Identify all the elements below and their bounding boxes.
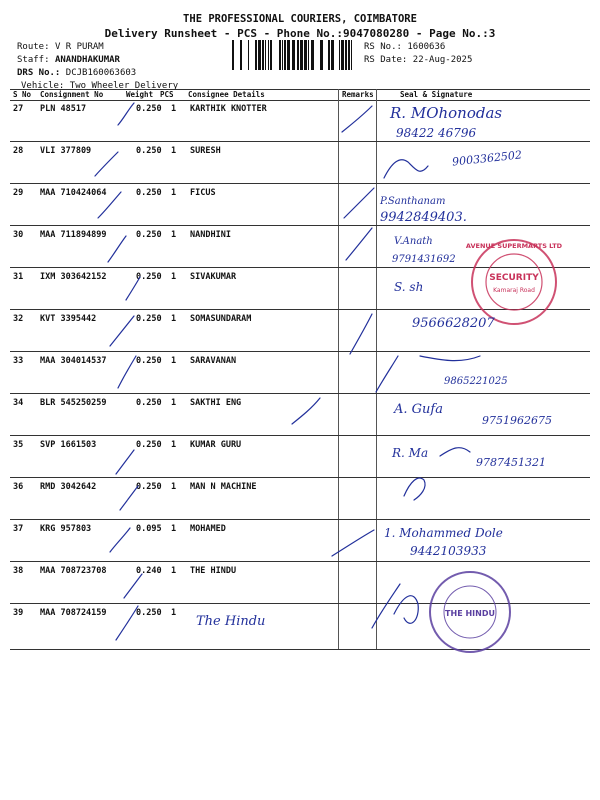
- row-pcs: 1: [171, 566, 177, 576]
- col-seal-header: Seal & Signature: [400, 90, 473, 99]
- row-pcs: 1: [171, 524, 177, 534]
- company-title: THE PROFESSIONAL COURIERS, COIMBATORE: [183, 13, 417, 25]
- rs-no-line: RS No.: 1600636: [364, 42, 446, 52]
- col-consignee-header: Consignee Details: [188, 90, 265, 99]
- staff-value: ANANDHAKUMAR: [54, 55, 120, 65]
- tick-mark: [95, 152, 118, 176]
- row-consignment: MAA 710424064: [40, 188, 107, 198]
- row-weight: 0.250: [136, 314, 162, 324]
- signature-scribble: [384, 160, 428, 178]
- tick-mark: [118, 103, 134, 125]
- row-sno: 27: [13, 104, 24, 114]
- row-consignee: SARAVANAN: [190, 356, 237, 366]
- col-consignment-header: Consignment No: [40, 90, 104, 99]
- row-sno: 36: [13, 482, 24, 492]
- row-weight: 0.250: [136, 356, 162, 366]
- stamp-security-text: SECURITY: [489, 273, 539, 283]
- row-consignment: KRG 957803: [40, 524, 92, 534]
- row-weight: 0.240: [136, 566, 162, 576]
- sig-r37-phone: 9442103933: [410, 544, 487, 558]
- row-consignment: SVP 1661503: [40, 440, 97, 450]
- security-stamp: [466, 240, 563, 324]
- stamp-hindu-text: THE HINDU: [445, 609, 495, 618]
- row-weight: 0.250: [136, 608, 162, 618]
- rs-date-line: RS Date: 22-Aug-2025: [364, 55, 473, 65]
- row-weight: 0.250: [136, 398, 162, 408]
- row-pcs: 1: [171, 608, 177, 618]
- row-consignment: RMD 3042642: [40, 482, 97, 492]
- row-pcs: 1: [171, 482, 177, 492]
- sig-r31-name: S. sh: [394, 280, 424, 294]
- row-consignee: SOMASUNDARAM: [190, 314, 252, 324]
- row-pcs: 1: [171, 146, 177, 156]
- row-pcs: 1: [171, 314, 177, 324]
- tick-mark: [110, 316, 134, 346]
- row-consignee: SURESH: [190, 146, 221, 156]
- stamp-ring-text: AVENUE SUPERMARTS LTD: [465, 242, 563, 250]
- drs-line: DRS No.: DCJB160063603: [17, 68, 137, 78]
- tick-mark: [116, 450, 134, 474]
- row-consignment: MAA 711894899: [40, 230, 107, 240]
- drs-value: DCJB160063603: [65, 68, 137, 78]
- tick-mark: [292, 398, 320, 424]
- row-consignee: NANDHINI: [190, 230, 231, 240]
- tick-mark: [124, 574, 142, 598]
- row-pcs: 1: [171, 230, 177, 240]
- row-weight: 0.250: [136, 188, 162, 198]
- row-pcs: 1: [171, 104, 177, 114]
- row-pcs: 1: [171, 188, 177, 198]
- row-weight: 0.250: [136, 440, 162, 450]
- remark-stroke: [332, 530, 374, 556]
- col-pcs-header: PCS: [160, 90, 174, 99]
- col-weight-header: Weight: [126, 90, 154, 99]
- remark-stroke: [372, 584, 400, 628]
- row-sno: 30: [13, 230, 24, 240]
- row-weight: 0.250: [136, 482, 162, 492]
- sig-r27-phone: 98422 46796: [396, 126, 477, 140]
- rs-date-value: 22-Aug-2025: [412, 55, 473, 65]
- remark-stroke: [376, 356, 398, 392]
- stamp-sub-text: Kamaraj Road: [493, 287, 535, 294]
- col-sno-header: S No: [13, 90, 32, 99]
- row-sno: 33: [13, 356, 24, 366]
- row-consignee: MOHAMED: [190, 524, 226, 534]
- tick-mark: [116, 606, 138, 640]
- runsheet-title: Delivery Runsheet - PCS - Phone No.:9047080280 - Page No.:3: [104, 27, 496, 40]
- sig-r30-name: V.Anath: [394, 236, 433, 247]
- sig-r27-name: R. MOhonodas: [390, 104, 503, 122]
- sig-r34-phone: 9751962675: [482, 414, 552, 427]
- row-pcs: 1: [171, 272, 177, 282]
- row-consignment: MAA 304014537: [40, 356, 107, 366]
- row-pcs: 1: [171, 356, 177, 366]
- row-sno: 39: [13, 608, 24, 618]
- tick-mark: [108, 236, 126, 262]
- row-weight: 0.250: [136, 272, 162, 282]
- route-value: V R PURAM: [54, 42, 104, 52]
- row-consignment: MAA 708724159: [40, 608, 107, 618]
- row-sno: 32: [13, 314, 24, 324]
- row-weight: 0.250: [136, 104, 162, 114]
- remark-stroke: [342, 106, 372, 132]
- row-consignee: THE HINDU: [190, 566, 237, 576]
- remark-stroke: [350, 314, 372, 354]
- row-sno: 31: [13, 272, 24, 282]
- sig-r28-phone: 9003362502: [451, 148, 523, 169]
- row-consignee: FICUS: [190, 188, 216, 198]
- row-sno: 29: [13, 188, 24, 198]
- row-weight: 0.095: [136, 524, 162, 534]
- sig-r35-phone: 9787451321: [476, 456, 546, 469]
- signature-scribble: [440, 448, 470, 456]
- signature-scribble: [420, 356, 480, 361]
- row39-consignee-handwritten: The Hindu: [196, 614, 266, 629]
- sig-r33-phone: 9865221025: [444, 376, 508, 387]
- row-consignment: IXM 303642152: [40, 272, 107, 282]
- sig-r29-name: P.Santhanam: [380, 196, 446, 207]
- row-sno: 37: [13, 524, 24, 534]
- vehicle-value: Two Wheeler Delivery: [69, 81, 179, 91]
- sig-r37-name: 1. Mohammed Dole: [384, 526, 503, 540]
- signature-scribble: [394, 596, 418, 624]
- row-sno: 38: [13, 566, 24, 576]
- signature-scribble: [404, 478, 425, 500]
- sig-r34-name: A. Gufa: [394, 402, 443, 417]
- row-consignee: SAKTHI ENG: [190, 398, 242, 408]
- tick-mark: [118, 356, 136, 388]
- row-consignment: PLN 48517: [40, 104, 87, 114]
- tick-mark: [110, 528, 130, 552]
- row-weight: 0.250: [136, 230, 162, 240]
- row-consignee: SIVAKUMAR: [190, 272, 237, 282]
- sig-r30-phone: 9791431692: [392, 254, 456, 265]
- row-sno: 28: [13, 146, 24, 156]
- tick-mark: [126, 277, 140, 300]
- row-sno: 35: [13, 440, 24, 450]
- rs-no-value: 1600636: [407, 42, 446, 52]
- col-remarks-header: Remarks: [342, 90, 374, 99]
- tick-mark: [120, 486, 138, 510]
- hindu-stamp: [430, 572, 510, 652]
- sig-r29-phone: 9942849403.: [380, 210, 467, 225]
- row-pcs: 1: [171, 440, 177, 450]
- row-consignment: KVT 3395442: [40, 314, 97, 324]
- row-sno: 34: [13, 398, 24, 408]
- row-consignment: MAA 708723708: [40, 566, 107, 576]
- remark-stroke: [344, 188, 374, 218]
- tick-mark: [98, 192, 121, 218]
- row-consignment: VLI 377809: [40, 146, 92, 156]
- row-weight: 0.250: [136, 146, 162, 156]
- route-line: Route: V R PURAM: [17, 42, 104, 52]
- sig-r32-phone: 9566628207: [412, 316, 495, 331]
- staff-line: Staff: ANANDHAKUMAR: [17, 55, 120, 65]
- row-consignment: BLR 545250259: [40, 398, 107, 408]
- sig-r35-name: R. Ma: [392, 446, 429, 460]
- row-consignee: KUMAR GURU: [190, 440, 242, 450]
- row-consignee: KARTHIK KNOTTER: [190, 104, 267, 114]
- row-consignee: MAN N MACHINE: [190, 482, 257, 492]
- remark-stroke: [346, 228, 372, 260]
- row-pcs: 1: [171, 398, 177, 408]
- vehicle-line: Vehicle: Two Wheeler Delivery: [21, 81, 179, 91]
